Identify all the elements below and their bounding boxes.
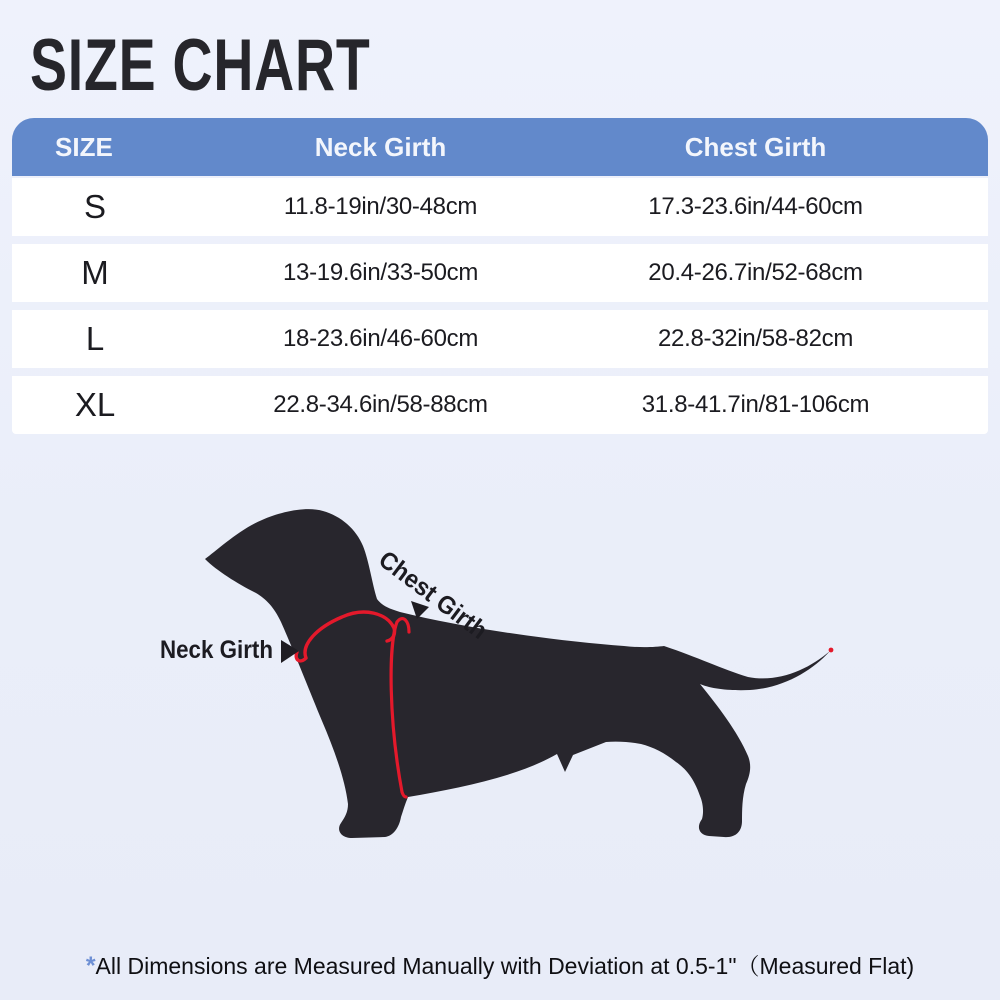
- table-row-m: [12, 244, 988, 302]
- table-row-xl: [12, 376, 988, 434]
- neck-value: 22.8-34.6in/58-88cm: [273, 391, 488, 418]
- size-label: XL: [74, 386, 116, 423]
- neck-value: 18-23.6in/46-60cm: [282, 325, 479, 352]
- column-header-size: SIZE: [55, 131, 113, 162]
- table-row-s: [12, 178, 988, 236]
- size-label: L: [85, 320, 105, 357]
- chest-value: 17.3-23.6in/44-60cm: [648, 193, 863, 220]
- chest-value: 20.4-26.7in/52-68cm: [648, 259, 863, 286]
- footnote-text: All Dimensions are Measured Manually with Deviation at 0.5-1"（Measured Flat): [95, 953, 915, 979]
- dog-silhouette: [205, 509, 830, 838]
- footnote: [0, 948, 1000, 981]
- column-header-chest: Chest Girth: [684, 131, 827, 162]
- size-table: [12, 118, 988, 434]
- page-title: SIZE CHART: [30, 25, 371, 106]
- footnote-asterisk: *: [85, 952, 96, 980]
- chest-value: 22.8-32in/58-82cm: [657, 325, 854, 352]
- neck-value: 11.8-19in/30-48cm: [283, 193, 478, 220]
- chest-girth-label: Chest Girth: [373, 545, 499, 650]
- neck-value: 13-19.6in/33-50cm: [282, 259, 479, 286]
- column-header-neck: Neck Girth: [314, 131, 447, 162]
- table-header-row: [12, 118, 988, 176]
- measurement-diagram: [150, 495, 850, 855]
- size-label: M: [81, 254, 109, 291]
- chest-value: 31.8-41.7in/81-106cm: [641, 391, 870, 418]
- table-row-l: [12, 310, 988, 368]
- size-label: S: [83, 188, 106, 225]
- neck-girth-label: Neck Girth: [160, 636, 273, 664]
- tail-tip-dot: [829, 648, 834, 653]
